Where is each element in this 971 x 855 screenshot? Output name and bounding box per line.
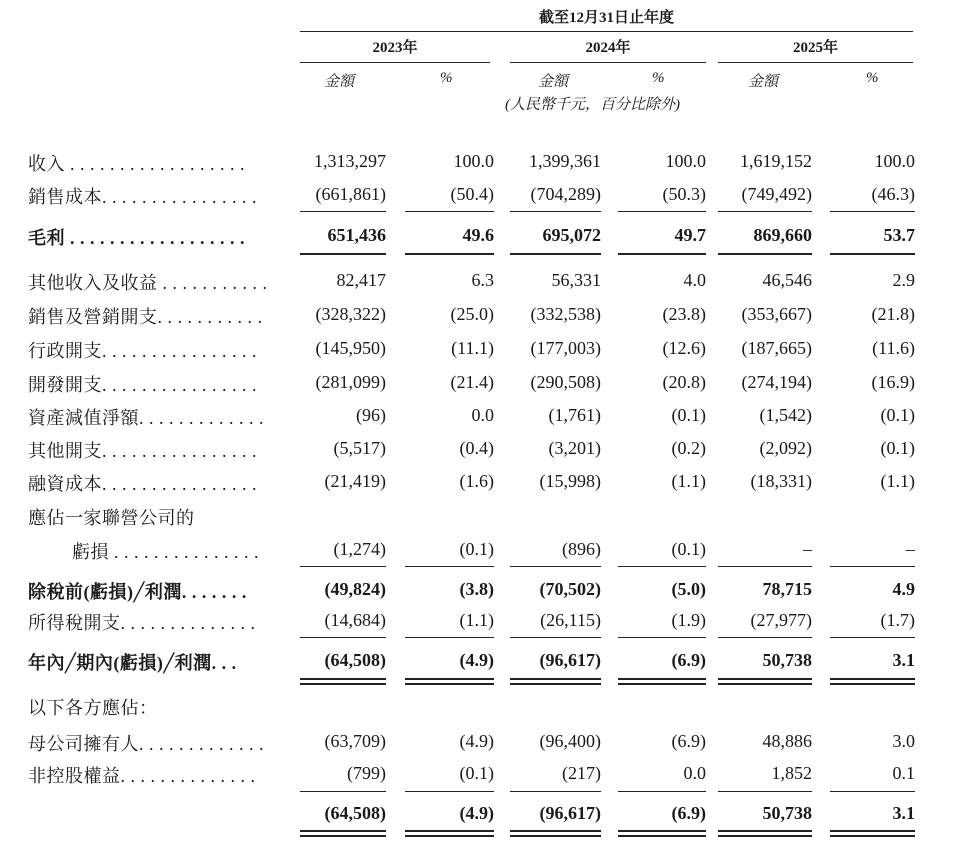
value-2025-amount: (353,667) [741, 304, 812, 324]
subtotal-rule [618, 791, 706, 792]
value-2023-amount: (21,419) [324, 471, 386, 491]
header-top-rule [300, 31, 913, 32]
subtotal-rule [510, 791, 601, 792]
row-label: 行政開支. . . . . . . . . . . . . . . . [28, 341, 257, 361]
value-2023-amount: (96) [356, 405, 386, 425]
row-net-profit [0, 645, 971, 675]
value-2023-amount: (64,508) [324, 803, 386, 823]
value-2025-amount: 1,619,152 [740, 151, 812, 171]
subtotal-rule [405, 791, 494, 792]
value-2024-percent: 49.7 [674, 225, 706, 245]
value-2025-amount: 48,886 [762, 731, 812, 751]
total-rule [718, 678, 812, 680]
row-label: 銷售及營銷開支. . . . . . . . . . . [28, 307, 263, 327]
value-2024-percent: (12.6) [662, 338, 706, 358]
value-2025-percent: (21.8) [871, 304, 915, 324]
value-2025-amount: (749,492) [741, 184, 812, 204]
year-2024-header: 2024年 [585, 40, 631, 56]
value-2024-amount: (704,289) [530, 184, 601, 204]
value-2024-amount: (15,998) [539, 471, 601, 491]
value-2025-percent: 3.1 [892, 803, 915, 823]
total-rule [718, 683, 812, 685]
value-2023-percent: (4.9) [459, 650, 494, 670]
total-rule [830, 678, 915, 680]
value-2025-percent: (1.7) [880, 610, 915, 630]
row-label: 開發開支. . . . . . . . . . . . . . . . [28, 375, 257, 395]
value-2023-percent: 100.0 [453, 151, 494, 171]
row-label: 其他開支. . . . . . . . . . . . . . . . [28, 441, 257, 461]
subtotal-rule [300, 566, 386, 567]
total-rule [718, 253, 812, 255]
value-2024-percent: (1.9) [671, 610, 706, 630]
value-2024-percent: (50.3) [662, 184, 706, 204]
total-rule [830, 830, 915, 832]
total-rule [405, 835, 494, 837]
total-rule [718, 835, 812, 837]
value-2024-percent: (0.1) [671, 405, 706, 425]
row-finance-costs [0, 466, 971, 496]
subtotal-rule [830, 637, 915, 638]
value-2023-amount: (799) [347, 763, 386, 783]
subtotal-rule [830, 211, 915, 212]
value-2025-amount: (1,542) [759, 405, 812, 425]
row-admin-expenses [0, 333, 971, 363]
subtotal-rule [718, 637, 812, 638]
subtotal-rule [718, 566, 812, 567]
value-2024-amount: (70,502) [539, 579, 601, 599]
total-rule [300, 253, 386, 255]
value-2024-amount: (332,538) [530, 304, 601, 324]
value-2023-percent: 49.6 [462, 225, 494, 245]
value-2024-percent: (6.9) [671, 650, 706, 670]
subtotal-rule [830, 566, 915, 567]
row-label: 以下各方應佔： [28, 698, 158, 718]
row-label: 所得稅開支. . . . . . . . . . . . . . [28, 613, 256, 633]
row-non-controlling [0, 758, 971, 788]
total-rule [718, 830, 812, 832]
value-2024-amount: (1,761) [548, 405, 601, 425]
row-owners-of-parent [0, 726, 971, 756]
subtotal-rule [300, 637, 386, 638]
value-2023-amount: (145,950) [315, 338, 386, 358]
row-label: 資產減值淨額. . . . . . . . . . . . . [28, 408, 264, 428]
row-label: 非控股權益. . . . . . . . . . . . . . [28, 766, 256, 786]
value-2024-amount: 1,399,361 [529, 151, 601, 171]
subtotal-rule [405, 211, 494, 212]
row-label: 其他收入及收益 . . . . . . . . . . . [28, 273, 268, 293]
percent-label-2023: % [440, 70, 453, 86]
value-2023-amount: (328,322) [315, 304, 386, 324]
value-2025-percent: (16.9) [871, 372, 915, 392]
total-rule [300, 678, 386, 680]
total-rule [618, 678, 706, 680]
value-2023-percent: (50.4) [450, 184, 494, 204]
year-2025-rule [718, 62, 913, 63]
value-2025-amount: 50,738 [762, 650, 812, 670]
row-label: 虧損 . . . . . . . . . . . . . . . [72, 542, 259, 562]
value-2024-amount: (3,201) [548, 438, 601, 458]
value-2025-percent: (0.1) [880, 405, 915, 425]
total-rule [405, 830, 494, 832]
value-2025-percent: – [906, 539, 915, 559]
row-label: 母公司擁有人. . . . . . . . . . . . . [28, 734, 264, 754]
value-2023-percent: (21.4) [450, 372, 494, 392]
value-2025-percent: 100.0 [874, 151, 915, 171]
row-associate-share-loss [0, 534, 971, 564]
value-2023-amount: (661,861) [315, 184, 386, 204]
row-profit-before-tax [0, 574, 971, 604]
row-revenue [0, 146, 971, 176]
value-2025-amount: 1,852 [771, 763, 812, 783]
value-2025-amount: (187,665) [741, 338, 812, 358]
total-rule [300, 830, 386, 832]
total-rule [618, 830, 706, 832]
value-2024-percent: (20.8) [662, 372, 706, 392]
row-other-income [0, 265, 971, 295]
value-2025-percent: 0.1 [892, 763, 915, 783]
total-rule [510, 830, 601, 832]
value-2025-percent: 3.1 [892, 650, 915, 670]
value-2023-percent: (1.1) [459, 610, 494, 630]
total-rule [405, 678, 494, 680]
subtotal-rule [718, 791, 812, 792]
value-2025-amount: 869,660 [753, 225, 812, 245]
subtotal-rule [830, 791, 915, 792]
row-label: 融資成本. . . . . . . . . . . . . . . . [28, 474, 257, 494]
subtotal-rule [618, 637, 706, 638]
total-rule [510, 253, 601, 255]
total-rule [830, 253, 915, 255]
row-label: 年內╱期內(虧損)╱利潤. . . [28, 653, 237, 673]
amount-label-2024: 金額 [538, 74, 569, 90]
value-2024-percent: (23.8) [662, 304, 706, 324]
value-2024-amount: 695,072 [542, 225, 601, 245]
value-2024-percent: (6.9) [671, 803, 706, 823]
row-selling-expenses [0, 299, 971, 329]
row-label: 收入 . . . . . . . . . . . . . . . . . . [28, 154, 245, 174]
value-2024-percent: 100.0 [665, 151, 706, 171]
value-2024-percent: (1.1) [671, 471, 706, 491]
value-2024-percent: (6.9) [671, 731, 706, 751]
subtotal-rule [510, 566, 601, 567]
total-rule [618, 683, 706, 685]
value-2023-percent: (0.4) [459, 438, 494, 458]
subtotal-rule [405, 566, 494, 567]
year-2023-header: 2023年 [372, 40, 418, 56]
row-gross-profit [0, 220, 971, 250]
value-2023-percent: (3.8) [459, 579, 494, 599]
row-label: 銷售成本. . . . . . . . . . . . . . . . [28, 187, 257, 207]
value-2025-percent: (0.1) [880, 438, 915, 458]
value-2025-amount: (27,977) [750, 610, 812, 630]
value-2023-amount: (49,824) [324, 579, 386, 599]
row-label: 除稅前(虧損)╱利潤. . . . . . . [28, 582, 247, 602]
value-2023-percent: (11.1) [451, 338, 494, 358]
value-2023-percent: (1.6) [459, 471, 494, 491]
value-2023-percent: 0.0 [471, 405, 494, 425]
value-2025-percent: (46.3) [871, 184, 915, 204]
value-2025-percent: 3.0 [892, 731, 915, 751]
total-rule [618, 835, 706, 837]
year-2023-rule [300, 62, 490, 63]
value-2024-percent: 0.0 [683, 763, 706, 783]
subtotal-rule [300, 791, 386, 792]
value-2023-percent: (0.1) [459, 763, 494, 783]
value-2025-amount: (18,331) [750, 471, 812, 491]
value-2024-percent: (0.2) [671, 438, 706, 458]
total-rule [405, 253, 494, 255]
value-2024-amount: (96,400) [539, 731, 601, 751]
value-2024-percent: (5.0) [671, 579, 706, 599]
percent-label-2024: % [652, 70, 665, 86]
percent-label-2025: % [866, 70, 879, 86]
value-2023-amount: (1,274) [333, 539, 386, 559]
value-2025-percent: 53.7 [883, 225, 915, 245]
row-income-tax [0, 605, 971, 635]
subtotal-rule [718, 211, 812, 212]
value-2024-amount: (217) [562, 763, 601, 783]
value-2024-amount: (26,115) [540, 610, 601, 630]
total-rule [510, 683, 601, 685]
subtotal-rule [618, 566, 706, 567]
subtotal-rule [618, 211, 706, 212]
year-2025-header: 2025年 [792, 40, 838, 56]
value-2023-amount: (63,709) [324, 731, 386, 751]
value-2024-amount: 56,331 [551, 270, 601, 290]
year-2024-rule [510, 62, 706, 63]
value-2023-amount: 82,417 [336, 270, 386, 290]
total-rule [618, 253, 706, 255]
value-2023-amount: (281,099) [315, 372, 386, 392]
value-2024-percent: (0.1) [671, 539, 706, 559]
value-2025-amount: 78,715 [762, 579, 812, 599]
value-2023-amount: 1,313,297 [314, 151, 386, 171]
row-label: 毛利 . . . . . . . . . . . . . . . . . . [28, 228, 245, 248]
total-rule [830, 683, 915, 685]
row-cost-of-sales [0, 179, 971, 209]
value-2025-percent: (1.1) [880, 471, 915, 491]
value-2024-amount: (96,617) [539, 803, 601, 823]
value-2025-amount: 50,738 [762, 803, 812, 823]
value-2023-percent: (0.1) [459, 539, 494, 559]
amount-label-2023: 金額 [324, 74, 355, 90]
value-2024-amount: (290,508) [530, 372, 601, 392]
row-label: 應佔一家聯營公司的 [28, 508, 195, 528]
amount-label-2025: 金額 [748, 74, 779, 90]
value-2024-amount: (896) [562, 539, 601, 559]
value-2023-amount: (5,517) [333, 438, 386, 458]
value-2025-amount: – [803, 539, 812, 559]
total-rule [300, 835, 386, 837]
value-2025-amount: (2,092) [759, 438, 812, 458]
subtotal-rule [510, 211, 601, 212]
value-2023-amount: (14,684) [324, 610, 386, 630]
total-rule [510, 678, 601, 680]
value-2024-amount: (96,617) [539, 650, 601, 670]
total-rule [510, 835, 601, 837]
subtotal-rule [300, 211, 386, 212]
subtotal-rule [405, 637, 494, 638]
value-2023-percent: (4.9) [459, 803, 494, 823]
value-2025-percent: (11.6) [872, 338, 915, 358]
total-rule [405, 683, 494, 685]
unit-note: (人民幣千元，百分比除外) [505, 97, 680, 113]
value-2024-percent: 4.0 [683, 270, 706, 290]
value-2025-percent: 2.9 [892, 270, 915, 290]
value-2023-amount: 651,436 [327, 225, 386, 245]
value-2025-amount: (274,194) [741, 372, 812, 392]
row-impairment [0, 400, 971, 430]
row-other-expenses [0, 433, 971, 463]
total-rule [830, 835, 915, 837]
total-rule [300, 683, 386, 685]
value-2025-amount: 46,546 [762, 270, 812, 290]
row-associate-share-heading [0, 500, 971, 530]
value-2023-percent: (4.9) [459, 731, 494, 751]
period-title: 截至12月31日止年度 [538, 10, 674, 26]
value-2023-percent: (25.0) [450, 304, 494, 324]
row-attributable-total [0, 798, 971, 828]
value-2025-percent: 4.9 [892, 579, 915, 599]
value-2024-amount: (177,003) [530, 338, 601, 358]
row-development-expenses [0, 367, 971, 397]
value-2023-percent: 6.3 [471, 270, 494, 290]
value-2023-amount: (64,508) [324, 650, 386, 670]
subtotal-rule [510, 637, 601, 638]
row-attributable-heading [0, 690, 971, 720]
